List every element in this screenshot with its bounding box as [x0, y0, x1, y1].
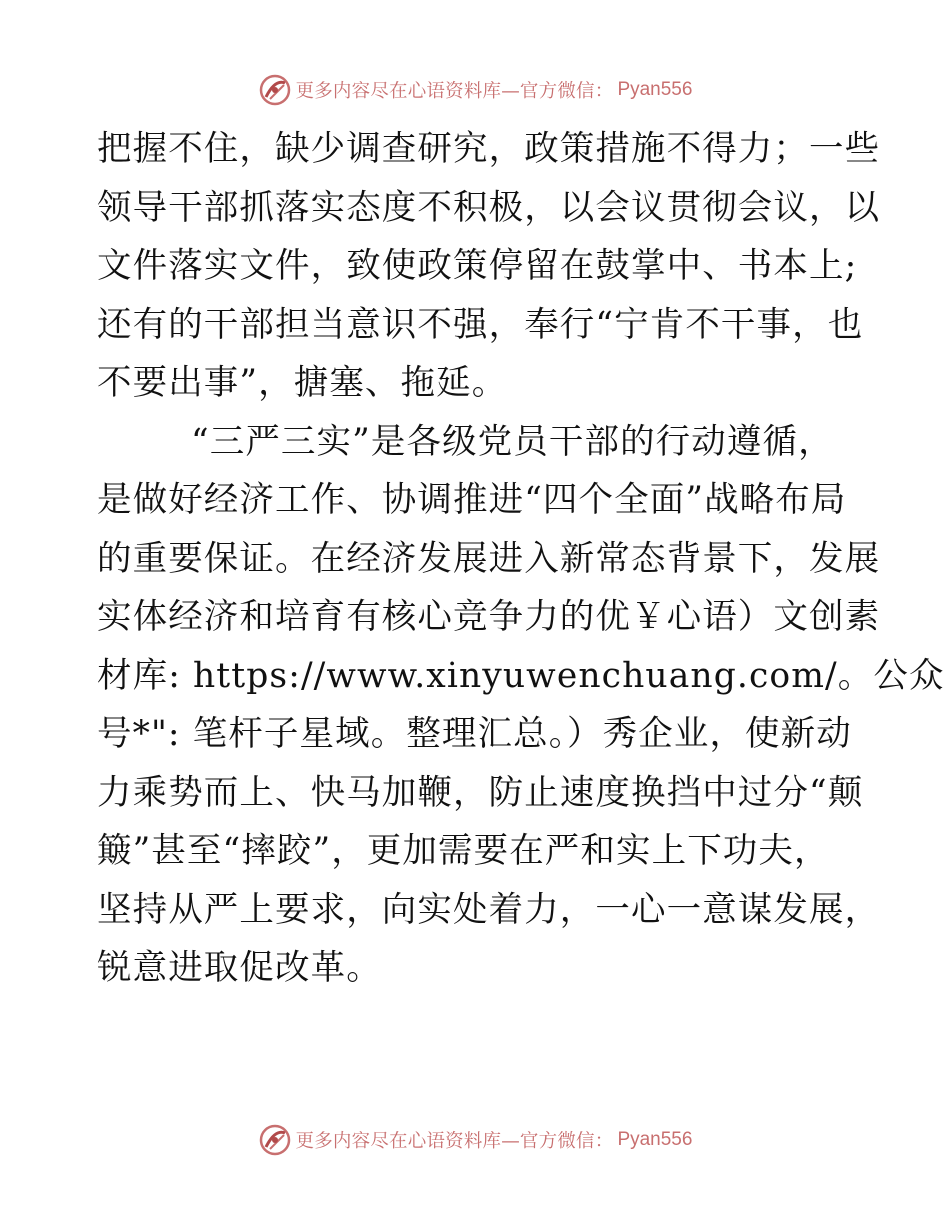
text-line: 材库: https://www.xinyuwenchuang.com/。公众	[97, 655, 945, 696]
text-line: 实体经济和培育有核心竞争力的优￥心语）文创素	[97, 597, 881, 637]
banner-wechat-id: Pyan556	[617, 79, 693, 100]
text-line: 是做好经济工作、协调推进“四个全面”战略布局	[97, 480, 847, 520]
text-line: 号*": 笔杆子星域。整理汇总。）秀企业，使新动	[97, 714, 852, 754]
text-line: 锐意进取促改革。	[97, 948, 382, 988]
text-line: 不要出事”，搪塞、拖延。	[97, 363, 508, 403]
paragraph-first-line: “三严三实”是各级党员干部的行动遵循，	[191, 421, 834, 462]
text-line: 坚持从严上要求，向实处着力，一心一意谋发展，	[97, 889, 881, 930]
text-line: 力乘势而上、快马加鞭，防止速度换挡中过分“颠	[97, 772, 864, 813]
text-line: 把握不住，缺少调查研究，政策措施不得力；一些	[97, 129, 881, 169]
text-line: 还有的干部担当意识不强，奉行“宁肯不干事，也	[97, 304, 864, 345]
banner-text: 更多内容尽在心语资料库—官方微信：	[295, 1131, 614, 1152]
footer-banner	[0, 1120, 950, 1160]
header-banner	[0, 70, 950, 110]
text-line: 簸”甚至“摔跤”，更加需要在严和实上下功夫，	[97, 831, 830, 871]
text-line: 文件落实文件，致使政策停留在鼓掌中、书本上;	[97, 246, 858, 286]
banner-text: 更多内容尽在心语资料库—官方微信：	[295, 81, 614, 102]
brand-logo-icon	[258, 1123, 292, 1157]
banner-wechat-id: Pyan556	[617, 1129, 693, 1150]
brand-logo-icon	[258, 73, 292, 107]
document-body	[97, 120, 945, 998]
text-line: 领导干部抓落实态度不积极，以会议贯彻会议，以	[97, 187, 881, 228]
text-line: 的重要保证。在经济发展进入新常态背景下，发展	[97, 538, 881, 579]
